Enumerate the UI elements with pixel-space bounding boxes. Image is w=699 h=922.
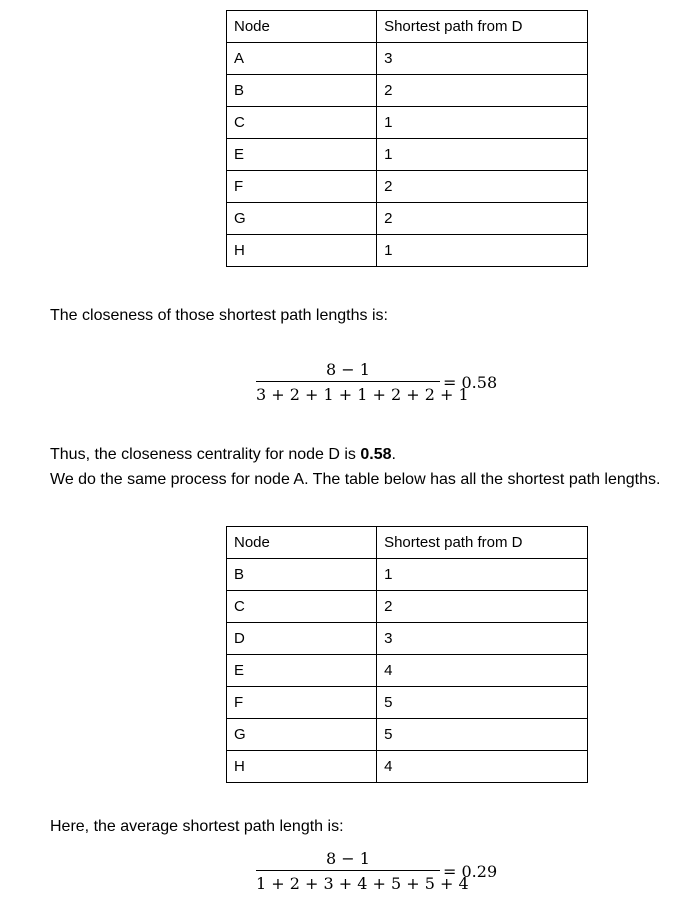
table-row (227, 235, 588, 267)
table-row (227, 591, 588, 623)
path-length-cell: 5 (377, 719, 588, 751)
average-path-intro-text: Here, the average shortest path length is: (50, 818, 344, 835)
node-cell: C (227, 107, 377, 139)
denominator: 1 + 2 + 3 + 4 + 5 + 5 + 4 (256, 874, 469, 893)
denominator: 3 + 2 + 1 + 1 + 2 + 2 + 1 (256, 385, 469, 404)
table-body (227, 527, 588, 783)
table-row (227, 719, 588, 751)
table-row (227, 107, 588, 139)
table-header-row (227, 11, 588, 43)
header-node: Node (227, 11, 377, 43)
node-cell: G (227, 719, 377, 751)
table-row (227, 139, 588, 171)
conclusion-prefix: Thus, the closeness centrality for node D is (50, 446, 361, 463)
header-shortest-path: Shortest path from D (377, 11, 588, 43)
table-row (227, 43, 588, 75)
table-body (227, 11, 588, 267)
closeness-conclusion-text (50, 447, 396, 463)
table-header-row (227, 527, 588, 559)
node-cell: B (227, 75, 377, 107)
node-a-process-text: We do the same process for node A. The table below has all the shortest path lengths. (50, 471, 661, 488)
path-length-cell: 4 (377, 751, 588, 783)
node-cell: A (227, 43, 377, 75)
path-length-cell: 1 (377, 107, 588, 139)
formula-result: = 0.29 (443, 862, 498, 881)
formula-result: = 0.58 (443, 373, 498, 392)
conclusion-suffix: . (391, 446, 396, 463)
closeness-formula-d (256, 362, 496, 402)
path-length-cell: 3 (377, 623, 588, 655)
node-cell: F (227, 687, 377, 719)
path-length-cell: 4 (377, 655, 588, 687)
path-length-cell: 1 (377, 559, 588, 591)
node-cell: E (227, 655, 377, 687)
closeness-intro-text: The closeness of those shortest path lengths is: (50, 307, 388, 324)
node-cell: D (227, 623, 377, 655)
header-node: Node (227, 527, 377, 559)
header-shortest-path: Shortest path from D (377, 527, 588, 559)
path-length-cell: 1 (377, 139, 588, 171)
path-length-cell: 3 (377, 43, 588, 75)
node-cell: E (227, 139, 377, 171)
fraction-bar (256, 381, 440, 382)
table-row (227, 655, 588, 687)
path-length-cell: 2 (377, 75, 588, 107)
table-row (227, 687, 588, 719)
node-cell: H (227, 751, 377, 783)
closeness-formula-a (256, 851, 496, 891)
node-cell: H (227, 235, 377, 267)
table-row (227, 623, 588, 655)
fraction-bar (256, 870, 440, 871)
path-length-cell: 2 (377, 171, 588, 203)
shortest-paths-from-d-table (226, 10, 588, 267)
path-length-cell: 2 (377, 203, 588, 235)
node-cell: C (227, 591, 377, 623)
node-cell: F (227, 171, 377, 203)
numerator: 8 − 1 (326, 360, 370, 379)
table-row (227, 75, 588, 107)
node-cell: B (227, 559, 377, 591)
path-length-cell: 5 (377, 687, 588, 719)
node-cell: G (227, 203, 377, 235)
table-row (227, 171, 588, 203)
shortest-paths-from-a-table (226, 526, 588, 783)
closeness-value: 0.58 (360, 446, 392, 463)
table-row (227, 751, 588, 783)
numerator: 8 − 1 (326, 849, 370, 868)
table-row (227, 559, 588, 591)
path-length-cell: 1 (377, 235, 588, 267)
table-row (227, 203, 588, 235)
path-length-cell: 2 (377, 591, 588, 623)
